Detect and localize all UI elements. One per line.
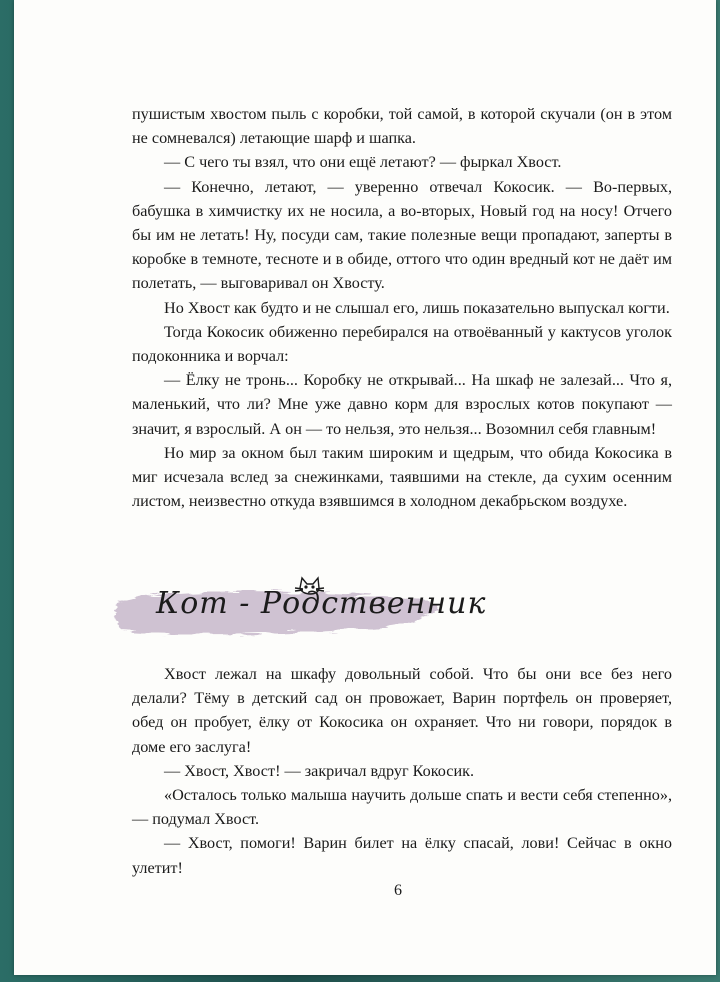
paragraph: Хвост лежал на шкафу довольный собой. Что бы они все без него делали? Тёму в детский сад он провожает, Варин портфель он проверяет, обед он пробует, ёлку от Кокосика он охраняет. Что ни говори, порядок в доме его заслуга! (132, 665, 672, 756)
paragraph: — Хвост, помоги! Варин билет на ёлку спасай, лови! Сейчас в окно улетит! (132, 834, 672, 877)
text-block-bottom (132, 662, 672, 880)
paragraph: Тогда Кокосик обиженно перебирался на отвоёванный у кактусов уголок подоконника и ворчал: (132, 322, 672, 366)
text-block-top (132, 102, 672, 513)
paragraph: «Осталось только малыша научить дольше спать и вести себя степенно», — подумал Хвост. (132, 786, 672, 829)
page-number: 6 (394, 882, 402, 899)
book-page (14, 0, 716, 975)
paragraph: — С чего ты взял, что они ещё летают? — фыркал Хвост. (164, 153, 562, 172)
chapter-heading (112, 572, 487, 652)
chapter-title: Кот - Родственник (156, 586, 487, 621)
paragraph: — Хвост, Хвост! — закричал вдруг Кокосик. (164, 761, 475, 780)
paragraph: — Ёлку не тронь... Коробку не открывай... На шкаф не залезай... Что я, маленький, что ли? Мне уже давно корм для взрослых котов покупают — значит, я взрослый. А он — то нельзя, это нельзя... Возомнил себя главным! (132, 371, 672, 438)
paragraph: Но мир за окном был таким широким и щедрым, что обида Кокосика в миг исчезала вслед за снежинками, таявшими на стекле, да сухим осенним листом, неизвестно откуда взявшимся в холодном декабрьском воздухе. (132, 443, 672, 511)
paragraph: — Конечно, летают, — уверенно отвечал Кокосик. — Во-первых, бабушка в химчистку их не носила, а во-вторых, Новый год на носу! Отчего бы им не летать! Ну, посуди сам, такие полезные вещи пропадают, заперты в коробке в темноте, тесноте и в обиде, оттого что один вредный кот не даёт им полетать, — выговаривал он Хвосту. (132, 177, 672, 293)
paragraph: пушистым хвостом пыль с коробки, той самой, в которой скучали (он в этом не сомневался) летающие шарф и шапка. (132, 105, 672, 148)
paragraph: Но Хвост как будто и не слышал его, лишь показательно выпускал когти. (164, 298, 670, 317)
